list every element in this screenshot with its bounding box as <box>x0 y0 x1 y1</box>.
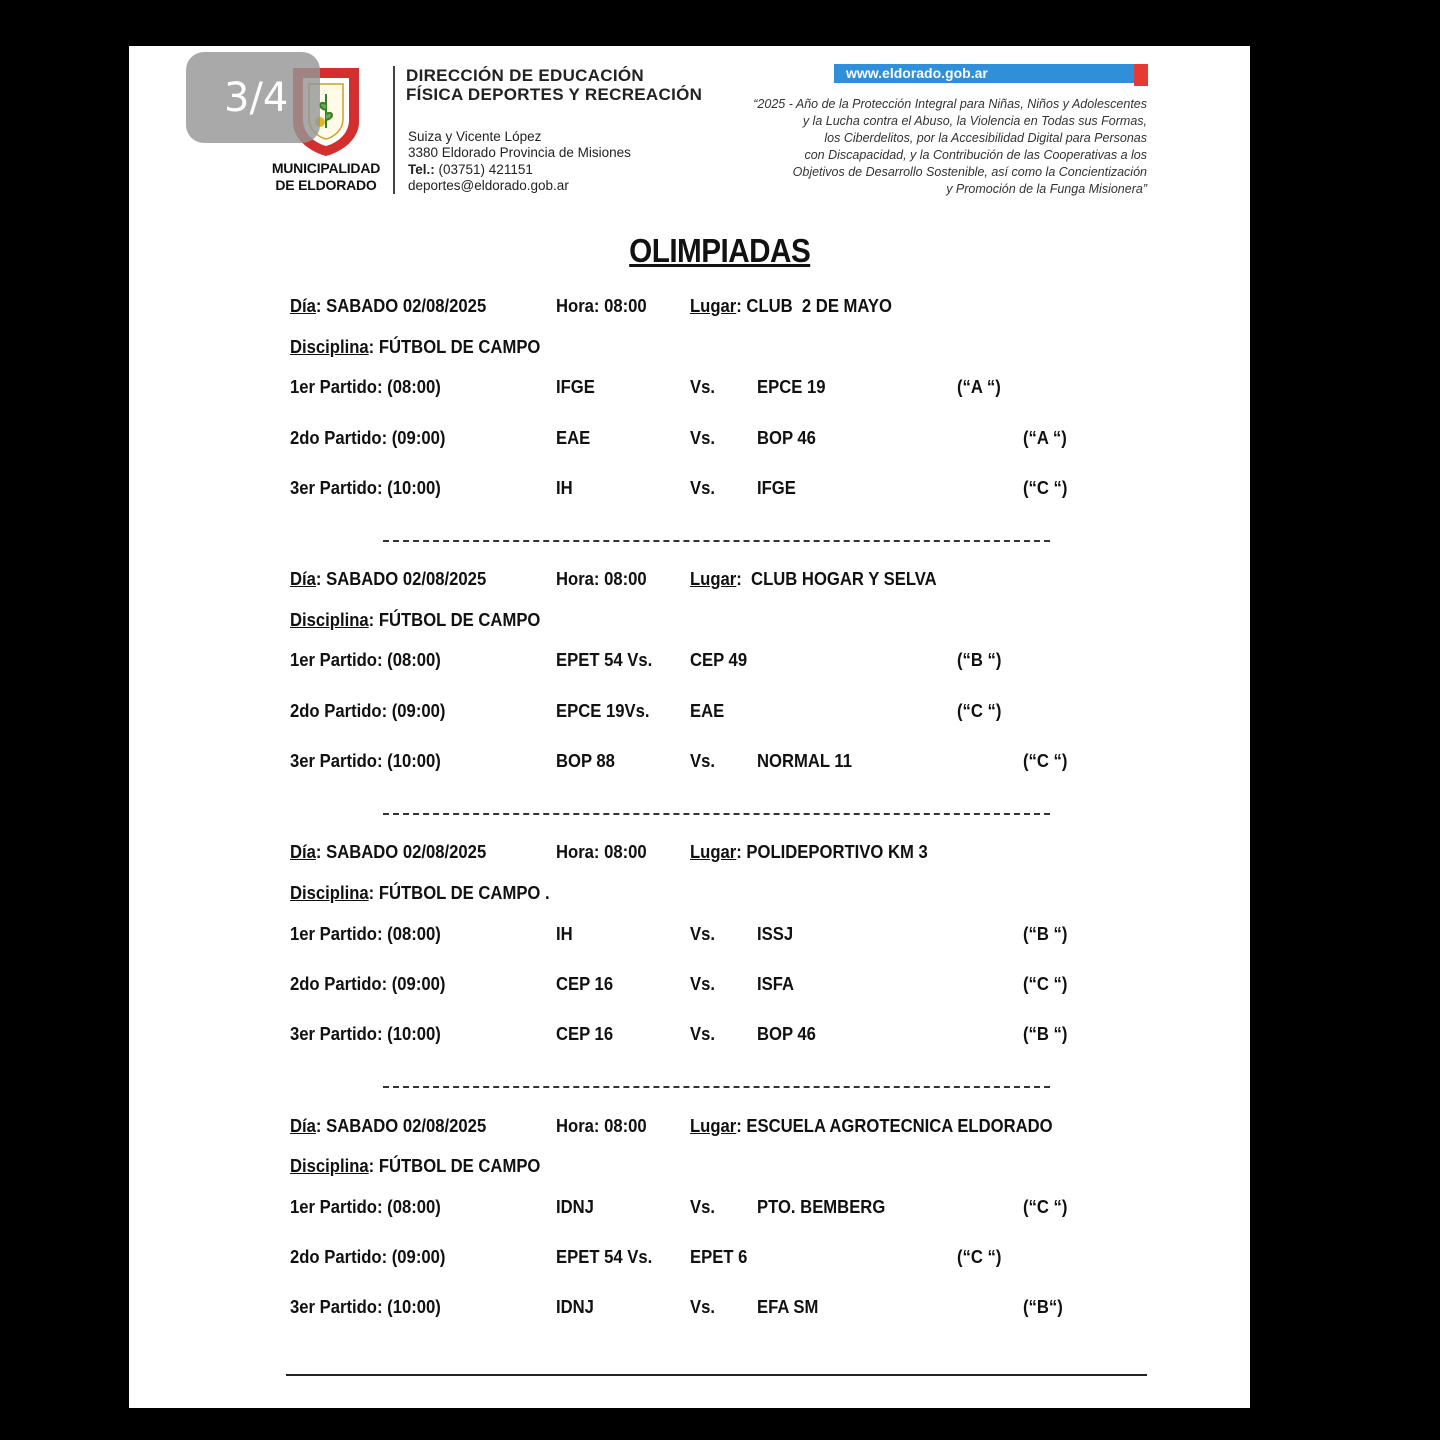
header-divider <box>393 66 395 194</box>
match-team1: CEP 16 <box>556 1023 614 1044</box>
day-field <box>290 295 486 317</box>
discipline-field <box>290 882 550 904</box>
website-banner-accent <box>1134 64 1148 86</box>
match-team2: IFGE <box>757 477 796 498</box>
department-name-line1: DIRECCIÓN DE EDUCACIÓN <box>406 66 645 85</box>
document-title: OLIMPIADAS <box>629 232 811 269</box>
match-team2: ISSJ <box>757 923 794 944</box>
day-field <box>290 568 486 590</box>
match-group: (“C “) <box>957 700 1002 721</box>
match-group: (“A “) <box>1023 427 1067 448</box>
discipline-field <box>290 609 540 631</box>
municipality-name-line1: MUNICIPALIDAD <box>271 160 381 176</box>
slogan-line: y Promoción de la Funga Misionera” <box>946 182 1147 196</box>
match-vs: Vs. <box>690 376 716 397</box>
match-group: (“B“) <box>1023 1296 1063 1317</box>
match-team2: EPET 6 <box>690 1246 748 1267</box>
match-label: 2do Partido: (09:00) <box>290 427 446 448</box>
match-vs: Vs. <box>690 973 716 994</box>
match-label: 3er Partido: (10:00) <box>290 1023 441 1044</box>
discipline-label: Disciplina <box>290 609 369 630</box>
match-label: 1er Partido: (08:00) <box>290 1196 441 1217</box>
page-counter-text: 3/4 <box>224 74 289 121</box>
discipline-value: : FÚTBOL DE CAMPO <box>368 609 541 630</box>
venue-field <box>690 1115 1053 1137</box>
phone-label: Tel.: <box>408 161 435 177</box>
phone-line <box>408 162 631 178</box>
discipline-value: : FÚTBOL DE CAMPO <box>368 1155 541 1176</box>
venue-value: : POLIDEPORTIVO KM 3 <box>736 841 928 862</box>
match-label: 3er Partido: (10:00) <box>290 750 441 771</box>
venue-value: : CLUB 2 DE MAYO <box>736 295 892 316</box>
day-field <box>290 841 486 863</box>
municipality-name <box>262 160 390 194</box>
match-vs: Vs. <box>690 477 716 498</box>
match-group: (“C “) <box>1023 973 1068 994</box>
contact-info <box>408 129 631 194</box>
match-team1: IH <box>556 923 573 944</box>
match-label: 3er Partido: (10:00) <box>290 1296 441 1317</box>
match-vs: Vs. <box>690 750 716 771</box>
discipline-label: Disciplina <box>290 336 369 357</box>
match-group: (“C “) <box>1023 1196 1068 1217</box>
slogan-line: y la Lucha contra el Abuso, la Violencia en Todas sus Formas, <box>802 114 1147 128</box>
discipline-value: : FÚTBOL DE CAMPO . <box>368 882 550 903</box>
slogan-line: “2025 - Año de la Protección Integral para Niñas, Niños y Adolescentes <box>753 97 1147 111</box>
section-separator <box>383 540 1050 542</box>
match-team2: BOP 46 <box>757 1023 816 1044</box>
match-team1: IDNJ <box>556 1196 594 1217</box>
match-vs: Vs. <box>690 1296 716 1317</box>
match-team1: EPET 54 Vs. <box>556 1246 653 1267</box>
day-value: : SABADO 02/08/2025 <box>315 841 487 862</box>
match-team1: IFGE <box>556 376 595 397</box>
day-label: Día <box>290 295 316 316</box>
slogan-line: con Discapacidad, y la Contribución de las Cooperativas a los <box>804 148 1147 162</box>
address-line1: Suiza y Vicente López <box>408 129 542 144</box>
venue-value: : ESCUELA AGROTECNICA ELDORADO <box>736 1115 1053 1136</box>
day-label: Día <box>290 568 316 589</box>
match-team2: EFA SM <box>757 1296 819 1317</box>
venue-label: Lugar <box>690 295 737 316</box>
match-vs: Vs. <box>690 1196 716 1217</box>
department-name-line2: FÍSICA DEPORTES Y RECREACIÓN <box>406 85 703 104</box>
match-team2: NORMAL 11 <box>757 750 852 771</box>
day-value: : SABADO 02/08/2025 <box>315 568 487 589</box>
match-group: (“B “) <box>957 649 1002 670</box>
page-counter-badge <box>186 52 320 143</box>
discipline-value: : FÚTBOL DE CAMPO <box>368 336 541 357</box>
match-group: (“B “) <box>1023 1023 1068 1044</box>
department-name <box>406 66 702 104</box>
slogan-line: Objetivos de Desarrollo Sostenible, así como la Concientización <box>792 165 1147 179</box>
match-group: (“B “) <box>1023 923 1068 944</box>
website-url: www.eldorado.gob.ar <box>846 65 988 81</box>
match-label: 2do Partido: (09:00) <box>290 700 446 721</box>
match-group: (“C “) <box>957 1246 1002 1267</box>
match-team2: ISFA <box>757 973 795 994</box>
match-label: 2do Partido: (09:00) <box>290 973 446 994</box>
day-field <box>290 1115 486 1137</box>
year-slogan <box>677 96 1147 198</box>
match-team1: IH <box>556 477 573 498</box>
match-team2: EAE <box>690 700 725 721</box>
section-separator <box>383 813 1050 815</box>
time-field: Hora: 08:00 <box>556 1115 647 1136</box>
match-team1: EPCE 19Vs. <box>556 700 650 721</box>
section-separator <box>383 1086 1050 1088</box>
match-label: 1er Partido: (08:00) <box>290 376 441 397</box>
day-label: Día <box>290 1115 316 1136</box>
day-value: : SABADO 02/08/2025 <box>315 295 487 316</box>
match-team2: BOP 46 <box>757 427 816 448</box>
match-label: 1er Partido: (08:00) <box>290 649 441 670</box>
phone-number: (03751) 421151 <box>438 161 533 177</box>
venue-label: Lugar <box>690 841 737 862</box>
match-vs: Vs. <box>690 427 716 448</box>
match-team2: PTO. BEMBERG <box>757 1196 886 1217</box>
match-group: (“C “) <box>1023 750 1068 771</box>
time-field: Hora: 08:00 <box>556 295 647 316</box>
match-team1: BOP 88 <box>556 750 615 771</box>
address-line2: 3380 Eldorado Provincia de Misiones <box>408 145 631 161</box>
discipline-field <box>290 336 540 358</box>
time-field: Hora: 08:00 <box>556 568 647 589</box>
email-address: deportes@eldorado.gob.ar <box>408 177 569 193</box>
match-team1: EAE <box>556 427 591 448</box>
venue-field <box>690 295 892 317</box>
match-label: 1er Partido: (08:00) <box>290 923 441 944</box>
match-team1: CEP 16 <box>556 973 614 994</box>
website-banner <box>834 64 1138 83</box>
match-vs: Vs. <box>690 923 716 944</box>
match-vs: Vs. <box>690 1023 716 1044</box>
discipline-field <box>290 1155 540 1177</box>
match-group: (“A “) <box>957 376 1001 397</box>
footer-rule <box>286 1374 1147 1376</box>
venue-label: Lugar <box>690 1115 737 1136</box>
venue-field <box>690 841 928 863</box>
discipline-label: Disciplina <box>290 1155 369 1176</box>
day-label: Día <box>290 841 316 862</box>
slogan-line: los Ciberdelitos, por la Accesibilidad Digital para Personas <box>824 131 1147 145</box>
match-team2: EPCE 19 <box>757 376 826 397</box>
day-value: : SABADO 02/08/2025 <box>315 1115 487 1136</box>
match-team2: CEP 49 <box>690 649 748 670</box>
venue-label: Lugar <box>690 568 737 589</box>
venue-field <box>690 568 937 590</box>
match-team1: IDNJ <box>556 1296 594 1317</box>
municipality-name-line2: DE ELDORADO <box>275 177 377 193</box>
match-label: 3er Partido: (10:00) <box>290 477 441 498</box>
match-label: 2do Partido: (09:00) <box>290 1246 446 1267</box>
match-group: (“C “) <box>1023 477 1068 498</box>
discipline-label: Disciplina <box>290 882 369 903</box>
time-field: Hora: 08:00 <box>556 841 647 862</box>
venue-value: : CLUB HOGAR Y SELVA <box>736 568 937 589</box>
match-team1: EPET 54 Vs. <box>556 649 653 670</box>
